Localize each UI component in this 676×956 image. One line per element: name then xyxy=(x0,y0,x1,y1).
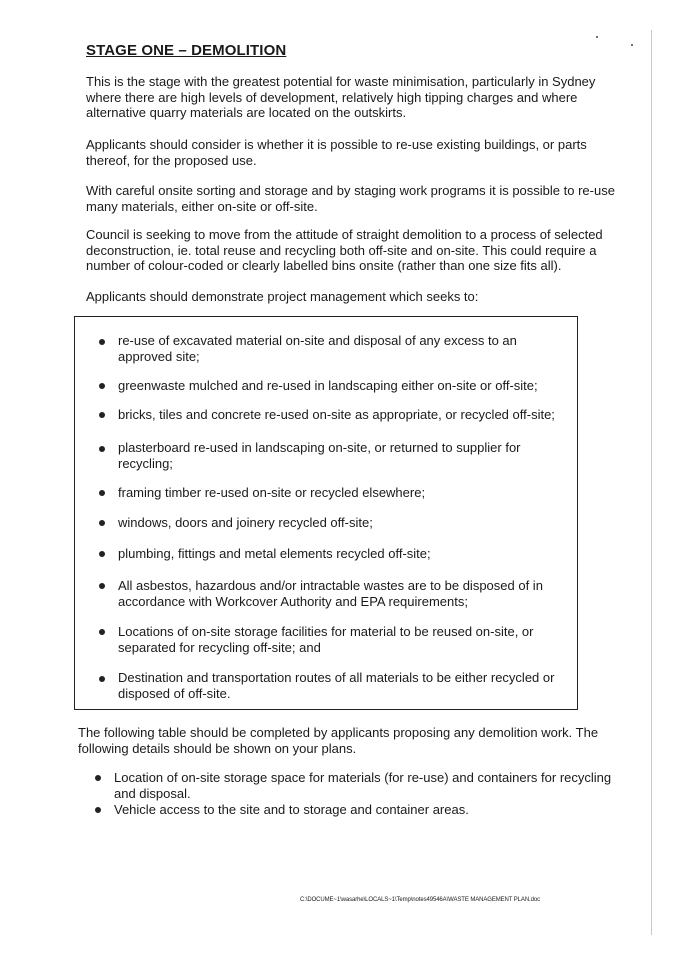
bullet-icon xyxy=(95,775,101,781)
bullet-icon xyxy=(99,676,105,682)
bullet-icon xyxy=(99,339,105,345)
box-list-item: plasterboard re-used in landscaping on-site, or returned to supplier for recycling; xyxy=(118,440,521,471)
box-list-item: greenwaste mulched and re-used in landscaping either on-site or off-site; xyxy=(118,378,538,393)
box-list-item: plumbing, fittings and metal elements recycled off-site; xyxy=(118,546,431,561)
closing-paragraph: The following table should be completed by applicants proposing any demolition work. The following details should be shown on your plans. xyxy=(78,725,599,756)
bullet-icon xyxy=(95,807,101,813)
box-list-item: framing timber re-used on-site or recycled elsewhere; xyxy=(118,485,426,500)
bullet-icon xyxy=(99,446,105,452)
paragraph-5: Applicants should demonstrate project management which seeks to: xyxy=(86,289,479,304)
bullet-icon xyxy=(99,490,105,496)
box-list-item: Locations of on-site storage facilities for material to be reused on-site, or separated for recycling off-site; and xyxy=(118,624,534,655)
footer-file-path: C:\DOCUME~1\wasarhe\LOCALS~1\Temp\notes49546A\WASTE MANAGEMENT PLAN.doc xyxy=(300,897,540,903)
paragraph-1: This is the stage with the greatest potential for waste minimisation, particularly in Sydney where there are high levels of development, relatively high tipping charges and where alternative quarry materials are located on the outskirts. xyxy=(86,74,596,120)
bullet-icon xyxy=(99,383,105,389)
closing-list-item: Location of on-site storage space for materials (for re-use) and containers for recycling and disposal. xyxy=(114,770,612,801)
bullet-icon xyxy=(99,583,105,589)
box-list-item: re-use of excavated material on-site and disposal of any excess to an approved site; xyxy=(118,333,517,364)
box-list-item: bricks, tiles and concrete re-used on-site as appropriate, or recycled off-site; xyxy=(118,407,555,422)
paragraph-3: With careful onsite sorting and storage and by staging work programs it is possible to re-use many materials, either on-site or off-site. xyxy=(86,183,615,214)
section-heading: STAGE ONE – DEMOLITION xyxy=(86,42,287,59)
paragraph-4: Council is seeking to move from the attitude of straight demolition to a process of selected deconstruction, ie. total reuse and recycling both off-site and on-site. This could require a number of colour-coded or clearly labelled bins onsite (rather than one size fits all). xyxy=(86,227,603,273)
scan-speck xyxy=(596,36,598,38)
scan-speck xyxy=(631,44,633,46)
bullet-icon xyxy=(99,551,105,557)
box-list-item: Destination and transportation routes of all materials to be either recycled or disposed of off-site. xyxy=(118,670,555,701)
scan-edge-line xyxy=(651,30,652,935)
paragraph-2: Applicants should consider is whether it is possible to re-use existing buildings, or parts thereof, for the proposed use. xyxy=(86,137,587,168)
bullet-icon xyxy=(99,520,105,526)
closing-list-item: Vehicle access to the site and to storage and container areas. xyxy=(114,802,469,817)
box-list-item: All asbestos, hazardous and/or intractable wastes are to be disposed of in accordance with Workcover Authority and EPA requirements; xyxy=(118,578,543,609)
bullet-icon xyxy=(99,629,105,635)
box-list-item: windows, doors and joinery recycled off-site; xyxy=(118,515,373,530)
bullet-icon xyxy=(99,412,105,418)
